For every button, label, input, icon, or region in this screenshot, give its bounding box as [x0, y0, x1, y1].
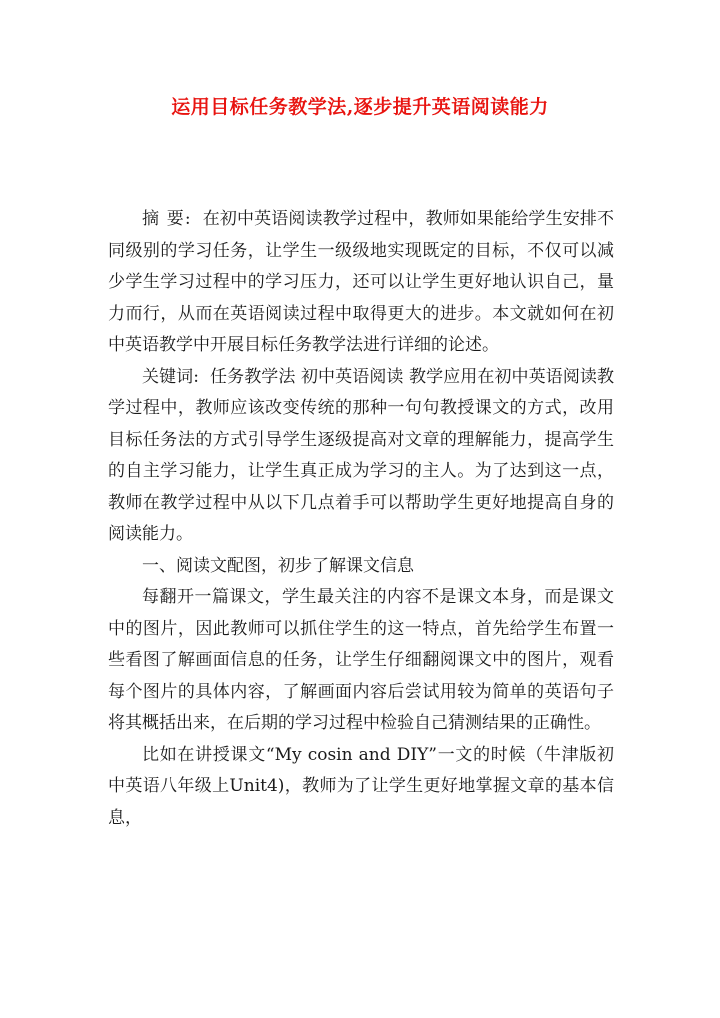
- keywords-text: 任务教学法 初中英语阅读 教学应用在初中英语阅读教学过程中，教师应该改变传统的那种一句句教授课文的方式，改用目标任务法的方式引导学生逐级提高对文章的理解能力，提高学生的自主学习能力，让学生真正成为学习的主人。为了达到这一点，教师在教学过程中从以下几点着手可以帮助学生更好地提高自身的阅读能力。: [108, 366, 615, 544]
- abstract-paragraph: [108, 204, 614, 362]
- abstract-text: 在初中英语阅读教学过程中，教师如果能给学生安排不同级别的学习任务，让学生一级级地实现既定的目标，不仅可以减少学生学习过程中的学习压力，还可以让学生更好地认识自己，量力而行，从而在英语阅读过程中取得更大的进步。本文就如何在初中英语教学中开展目标任务教学法进行详细的论述。: [108, 209, 615, 355]
- body-paragraph-2: 比如在讲授课文“My cosin and DIY”一文的时候（牛津版初中英语八年级上Unit4)，教师为了让学生更好地掌握文章的基本信息，: [108, 744, 614, 828]
- keywords-label: 关键词:: [142, 366, 200, 387]
- abstract-label: 摘 要:: [142, 209, 192, 229]
- body-paragraph-1: 每翻开一篇课文，学生最关注的内容不是课文本身，而是课文中的图片，因此教师可以抓住学生的这一特点，首先给学生布置一些看图了解画面信息的任务，让学生仔细翻阅课文中的图片，观看每个图片的具体内容，了解画面内容后尝试用较为简单的英语句子将其概括出来，在后期的学习过程中检验自己猜测结果的正确性。: [108, 587, 614, 733]
- document-body: [108, 204, 614, 834]
- section-heading: 一、阅读文配图，初步了解课文信息: [142, 555, 414, 576]
- keywords-paragraph: [108, 362, 614, 551]
- document-title: 运用目标任务教学法,逐步提升英语阅读能力: [171, 96, 549, 118]
